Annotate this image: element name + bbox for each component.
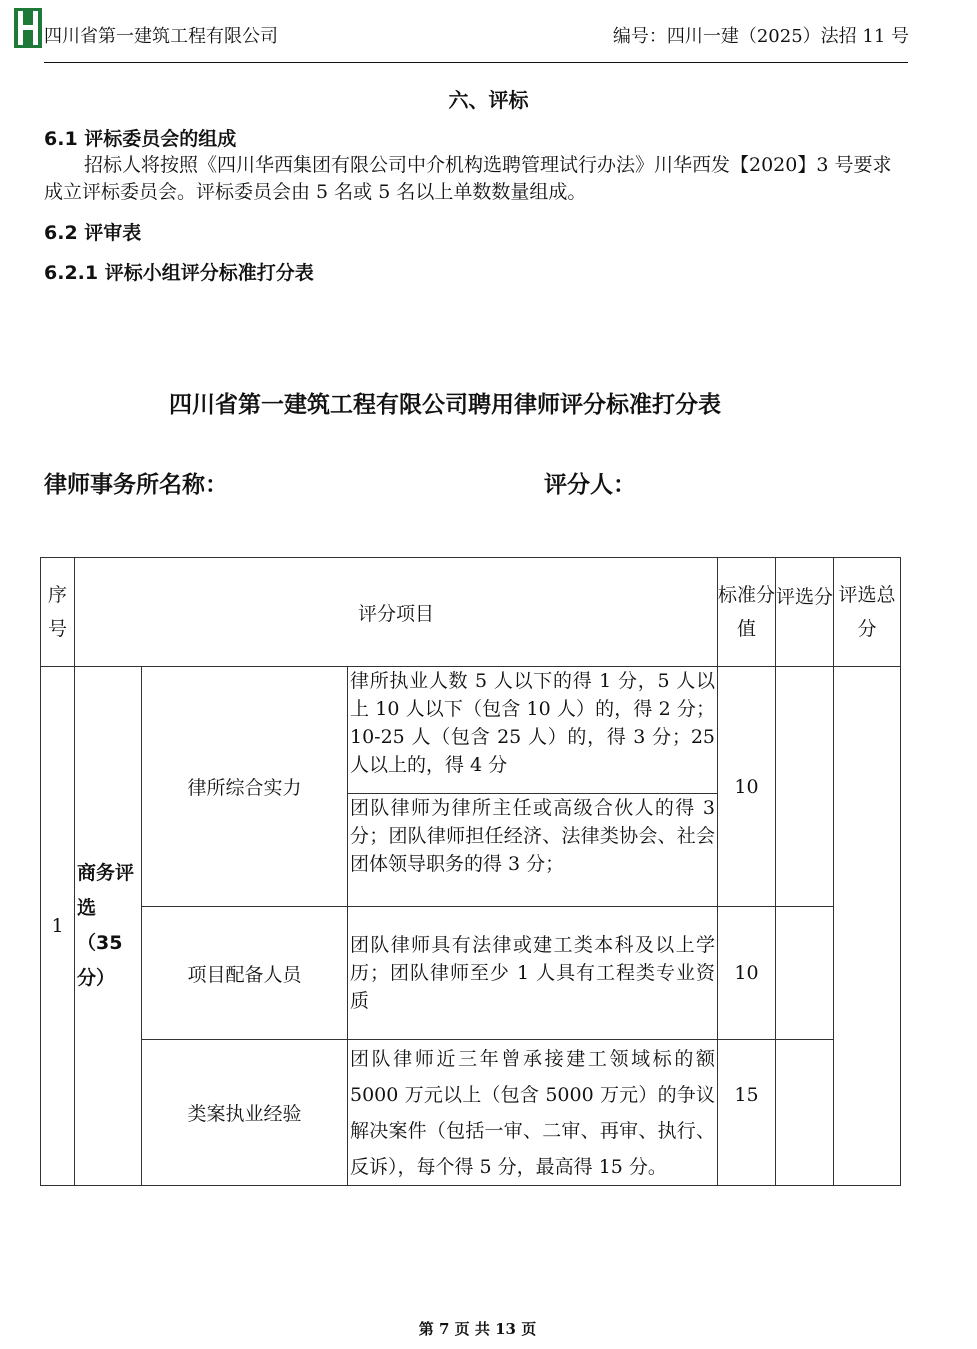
table-row (41, 907, 901, 1040)
category-cell: 商务评选（35 分） (75, 667, 142, 1186)
criteria-text: 律所执业人数 5 人以下的得 1 分，5 人以上 10 人以下（包含 10 人）的，得 2 分；10-25 人（包含 25 人）的，得 3 分；25 人以上的，得 4 分 (348, 667, 718, 794)
score-input-cell[interactable] (776, 1040, 834, 1186)
heading-6-2-1: 6.2.1 评标小组评分标准打分表 (44, 262, 314, 284)
criteria-text: 团队律师具有法律或建工类本科及以上学历；团队律师至少 1 人具有工程类专业资质 (348, 907, 718, 1040)
header-total-score: 评选总分 (834, 558, 901, 667)
criteria-text: 团队律师近三年曾承接建工领域标的额 5000 万元以上（包含 5000 万元）的争议解决案件（包括一审、二审、再审、执行、反诉），每个得 5 分，最高得 15 分。 (348, 1040, 718, 1186)
scoring-form-title: 四川省第一建筑工程有限公司聘用律师评分标准打分表 (169, 392, 721, 418)
item-name: 类案执业经验 (142, 1040, 348, 1186)
table-row (41, 667, 901, 794)
criteria-text: 团队律师为律所主任或高级合伙人的得 3 分；团队律师担任经济、法律类协会、社会团体领导职务的得 3 分； (348, 794, 718, 907)
header-divider (44, 62, 908, 63)
paragraph-6-1: 招标人将按照《四川华西集团有限公司中介机构选聘管理试行办法》川华西发【2020】3 号要求成立评标委员会。评标委员会由 5 名或 5 名以上单数数量组成。 (44, 154, 892, 203)
row-number: 1 (41, 667, 75, 1186)
header-no: 序号 (41, 558, 75, 667)
section-title: 六、评标 (448, 88, 529, 112)
law-firm-name-label: 律师事务所名称： (44, 472, 228, 498)
standard-score-cell: 10 (718, 907, 776, 1040)
score-input-cell[interactable] (776, 667, 834, 907)
header-item: 评分项目 (75, 558, 718, 667)
company-logo (14, 8, 42, 48)
header-standard-score: 标准分值 (718, 558, 776, 667)
item-name: 律所综合实力 (142, 667, 348, 907)
page-footer: 第 7 页 共 13 页 (418, 1320, 537, 1338)
table-header-row (41, 558, 901, 667)
standard-score-cell: 15 (718, 1040, 776, 1186)
scoring-table (40, 557, 901, 1186)
score-input-cell[interactable] (776, 907, 834, 1040)
total-score-cell[interactable] (834, 667, 901, 1186)
item-name: 项目配备人员 (142, 907, 348, 1040)
heading-6-2: 6.2 评审表 (44, 222, 142, 244)
heading-6-1: 6.1 评标委员会的组成 (44, 128, 237, 150)
table-row (41, 1040, 901, 1186)
header-score: 评选分 (776, 558, 834, 667)
rater-label: 评分人： (544, 472, 636, 498)
standard-score-cell: 10 (718, 667, 776, 907)
header-company-name: 四川省第一建筑工程有限公司 (44, 26, 278, 47)
header-document-code: 编号：四川一建（2025）法招 11 号 (612, 26, 909, 47)
